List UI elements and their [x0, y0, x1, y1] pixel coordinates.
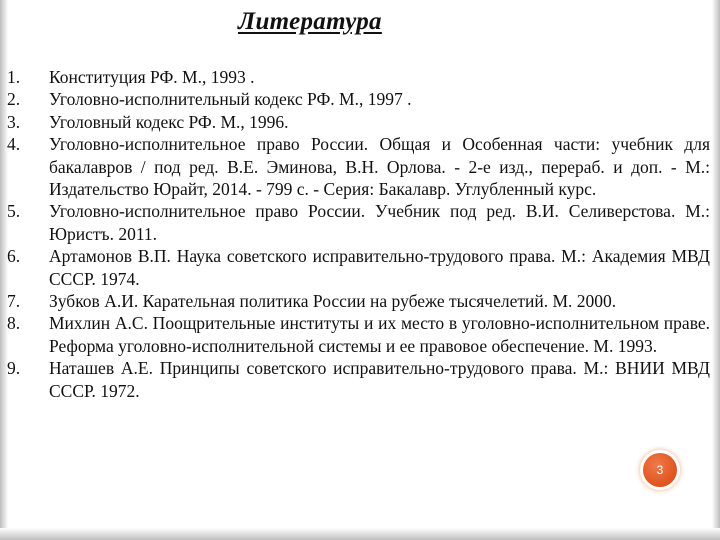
page-title: Литература: [238, 8, 382, 35]
list-item-number: 3.: [7, 111, 21, 132]
list-item: [7, 200, 710, 245]
list-item-number: 1.: [7, 67, 21, 87]
list-item: [7, 312, 710, 357]
list-item-text: Михлин А.С. Поощрительные институты и их место в уголовно-исполнительном праве. Реформа уголовно-исполнительной системы и ее правовое обеспечение. М. 1993.: [49, 313, 710, 356]
frame-bottom-shadow: [0, 528, 720, 540]
list-item: [7, 66, 710, 88]
list-item-number: 9.: [7, 358, 21, 379]
list-item-text: Уголовно-исполнительное право России. Общая и Особенная части: учебник для бакалавров / под ред. В.Е. Эминова, В.Н. Орлова. - 2-е изд., перераб. и доп. - М.: Издательство Юрайт, 2014. - 799 с. - Серия: Бакалавр. Углубленный курс.: [49, 134, 710, 200]
list-item-text: Уголовно-исполнительный кодекс РФ. М., 1997 .: [49, 89, 412, 110]
list-item-text: Наташев А.Е. Принципы советского исправительно-трудового права. М.: ВНИИ МВД СССР. 1972.: [49, 358, 710, 401]
list-item: [7, 357, 710, 402]
list-item-number: 5.: [7, 201, 21, 222]
list-item: [7, 290, 710, 312]
list-item-number: 8.: [7, 313, 21, 334]
list-item-text: Конституция РФ. М., 1993 .: [49, 67, 255, 87]
list-item-text: Уголовно-исполнительное право России. Учебник под ред. В.И. Селиверстова. М.: Юристъ. 2011.: [49, 201, 710, 244]
frame-right-shadow: [712, 0, 720, 540]
reference-list: [7, 66, 710, 402]
list-item-number: 7.: [7, 291, 21, 312]
list-item-number: 6.: [7, 246, 21, 267]
list-item: [7, 245, 710, 290]
list-item: [7, 133, 710, 200]
page-number-badge: 3: [643, 453, 677, 487]
list-item: [7, 111, 710, 133]
list-item: [7, 88, 710, 110]
list-item-text: Артамонов В.П. Наука советского исправительно-трудового права. М.: Академия МВД СССР. 1974.: [49, 246, 710, 289]
list-item-number: 4.: [7, 134, 21, 155]
list-item-number: 2.: [7, 89, 21, 110]
list-item-text: Уголовный кодекс РФ. М., 1996.: [49, 111, 289, 132]
list-item-text: Зубков А.И. Карательная политика России на рубеже тысячелетий. М. 2000.: [49, 291, 617, 312]
